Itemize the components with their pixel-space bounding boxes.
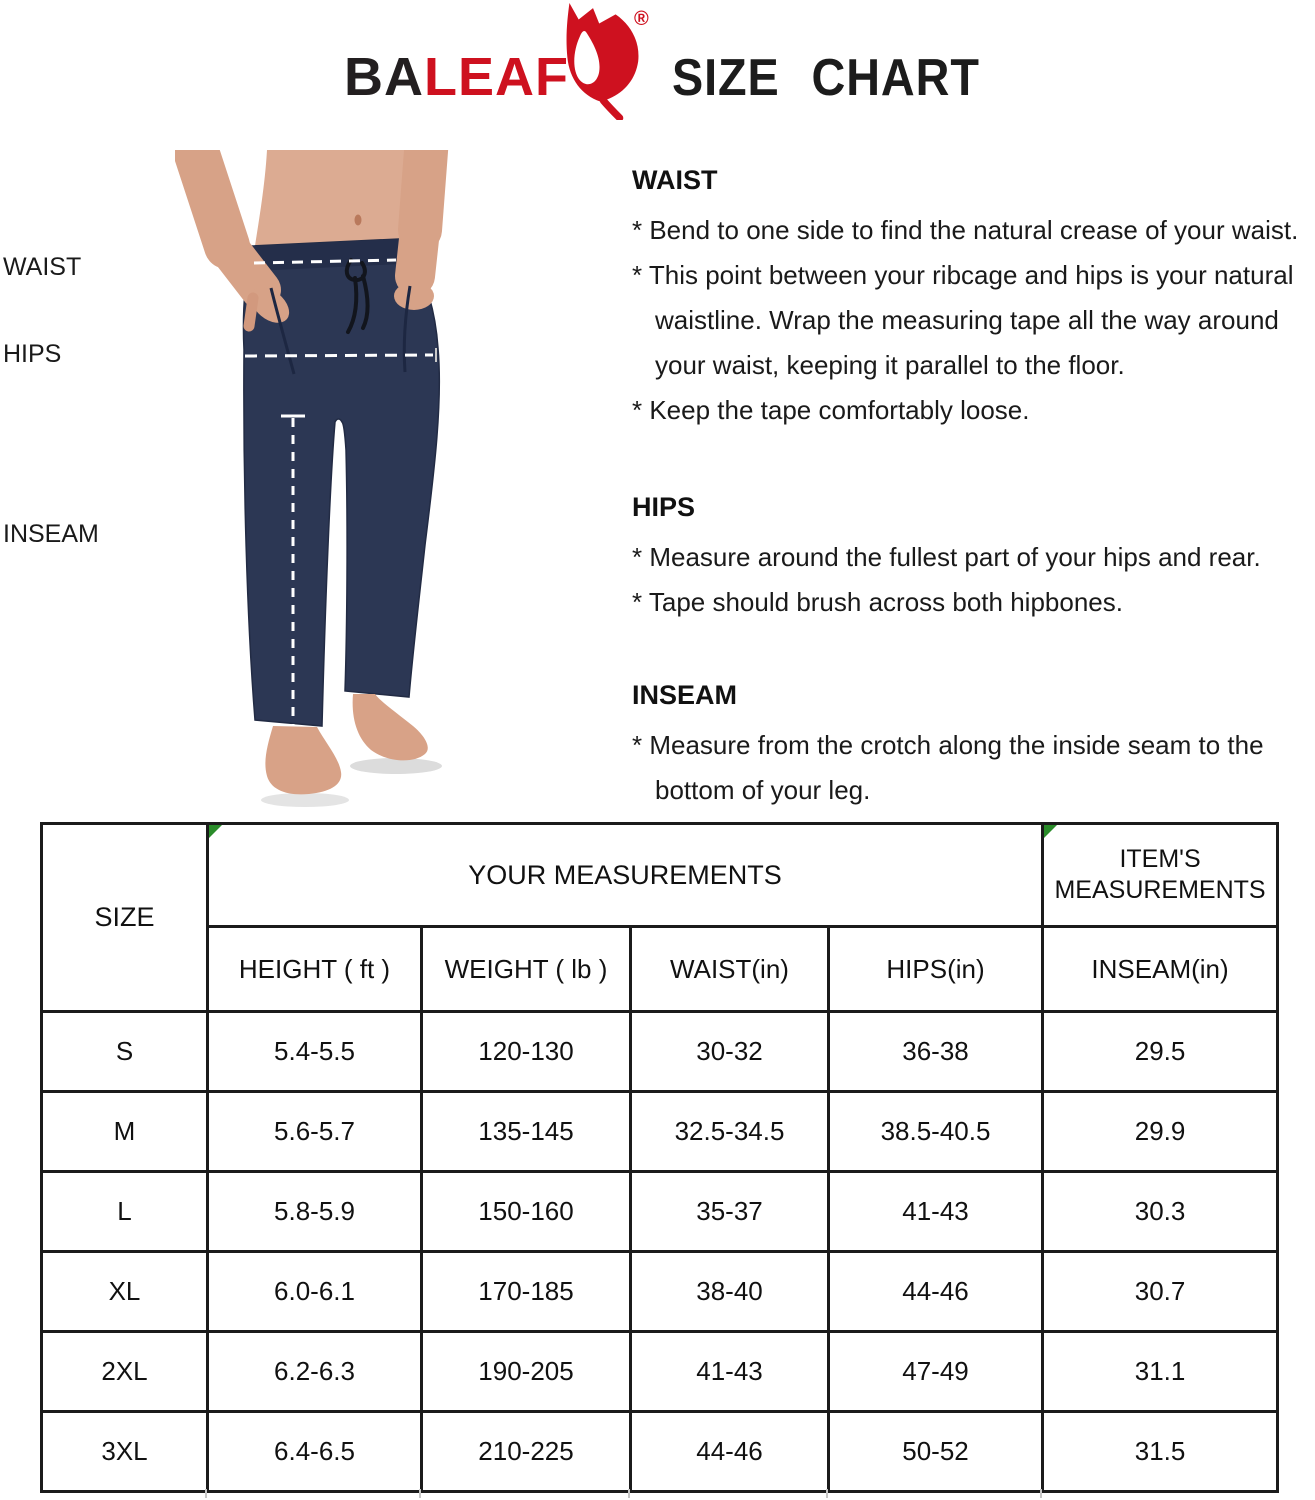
gridline-tick	[628, 1489, 630, 1498]
size-cell: 2XL	[42, 1332, 208, 1412]
hips-cell: 47-49	[829, 1332, 1043, 1412]
gridline-tick	[419, 1489, 421, 1498]
size-cell: S	[42, 1012, 208, 1092]
figure-label-waist: WAIST	[3, 253, 82, 281]
size-cell: 3XL	[42, 1412, 208, 1492]
inseam-cell: 31.1	[1043, 1332, 1278, 1412]
hips-cell: 36-38	[829, 1012, 1043, 1092]
gridline-tick	[826, 1489, 828, 1498]
items-header-line2: MEASUREMENTS	[1054, 876, 1266, 904]
column-header-inseam: INSEAM(in)	[1043, 927, 1278, 1012]
items-header-line1: ITEM'S	[1119, 845, 1201, 873]
cell-flag-icon	[209, 825, 222, 838]
brand-logo-text	[344, 47, 569, 107]
left-hand	[227, 246, 261, 290]
figure-label-hips: HIPS	[3, 340, 62, 368]
gridline-tick	[205, 1489, 207, 1498]
table-header-items-measurements	[1043, 824, 1278, 927]
size-cell: M	[42, 1092, 208, 1172]
waist-cell: 38-40	[631, 1252, 829, 1332]
height-cell: 5.4-5.5	[208, 1012, 422, 1092]
hips-cell: 38.5-40.5	[829, 1092, 1043, 1172]
instruction-section-waist	[632, 164, 1315, 433]
table-row-l	[42, 1172, 1278, 1252]
instruction-line: * Measure from the crotch along the inside seam to the	[632, 730, 1264, 760]
right-hand	[415, 230, 420, 276]
left-thumb	[249, 298, 253, 326]
cell-flag-icon	[1044, 825, 1057, 838]
table-header-size: SIZE	[42, 824, 208, 1012]
weight-cell: 210-225	[422, 1412, 631, 1492]
column-header-waist: WAIST(in)	[631, 927, 829, 1012]
section-heading: INSEAM	[632, 680, 738, 710]
instruction-line: your waist, keeping it parallel to the floor.	[655, 350, 1125, 380]
instruction-line: * This point between your ribcage and hips is your natural	[632, 260, 1294, 290]
right-knuckles	[394, 282, 434, 310]
instruction-line: * Keep the tape comfortably loose.	[632, 395, 1030, 425]
torso	[255, 150, 413, 246]
weight-cell: 170-185	[422, 1252, 631, 1332]
instruction-line: * Measure around the fullest part of your hips and rear.	[632, 542, 1261, 572]
inseam-cell: 29.5	[1043, 1012, 1278, 1092]
waist-cell: 30-32	[631, 1012, 829, 1092]
page-title: SIZE CHART	[672, 49, 980, 107]
weight-cell: 120-130	[422, 1012, 631, 1092]
navel	[355, 215, 362, 226]
measuring-instructions	[632, 164, 1315, 813]
inseam-cell: 31.5	[1043, 1412, 1278, 1492]
section-heading: HIPS	[632, 492, 696, 522]
table-row-s	[42, 1012, 1278, 1092]
weight-cell: 190-205	[422, 1332, 631, 1412]
size-cell: XL	[42, 1252, 208, 1332]
waist-cell: 44-46	[631, 1412, 829, 1492]
registered-trademark-icon: ®	[634, 8, 649, 30]
inseam-cell: 30.3	[1043, 1172, 1278, 1252]
table-row-2xl	[42, 1332, 1278, 1412]
foot-shadow	[261, 793, 349, 807]
height-cell: 6.0-6.1	[208, 1252, 422, 1332]
instruction-line: waistline. Wrap the measuring tape all the way around	[655, 305, 1279, 335]
weight-cell: 150-160	[422, 1172, 631, 1252]
hips-cell: 50-52	[829, 1412, 1043, 1492]
column-header-weight: WEIGHT ( lb )	[422, 927, 631, 1012]
back-foot	[353, 694, 428, 760]
height-cell: 5.6-5.7	[208, 1092, 422, 1172]
table-row-m	[42, 1092, 1278, 1172]
brand-part-black: BA	[344, 47, 424, 107]
height-cell: 5.8-5.9	[208, 1172, 422, 1252]
section-heading: WAIST	[632, 165, 718, 195]
front-foot	[265, 726, 341, 794]
column-header-hips: HIPS(in)	[829, 927, 1043, 1012]
inseam-cell: 30.7	[1043, 1252, 1278, 1332]
baleaf-leaf-icon	[540, 2, 644, 120]
brand-part-red: LEAF	[424, 47, 569, 107]
instruction-line: * Tape should brush across both hipbones.	[632, 587, 1123, 617]
instruction-section-inseam	[632, 679, 1315, 813]
table-row-3xl	[42, 1412, 1278, 1492]
height-cell: 6.2-6.3	[208, 1332, 422, 1412]
table-header-your-measurements	[208, 824, 1043, 927]
hips-cell: 41-43	[829, 1172, 1043, 1252]
height-cell: 6.4-6.5	[208, 1412, 422, 1492]
weight-cell: 135-145	[422, 1092, 631, 1172]
table-row-xl	[42, 1252, 1278, 1332]
column-header-height: HEIGHT ( ft )	[208, 927, 422, 1012]
waist-cell: 41-43	[631, 1332, 829, 1412]
instruction-line: bottom of your leg.	[655, 775, 871, 805]
model-photo-illustration	[175, 150, 635, 815]
waist-cell: 35-37	[631, 1172, 829, 1252]
inseam-cell: 29.9	[1043, 1092, 1278, 1172]
gridline-tick	[1040, 1489, 1042, 1498]
instruction-line: * Bend to one side to find the natural crease of your waist.	[632, 215, 1299, 245]
waist-cell: 32.5-34.5	[631, 1092, 829, 1172]
group-header-label: YOUR MEASUREMENTS	[468, 859, 782, 890]
size-chart-table	[40, 822, 1279, 1493]
figure-label-inseam: INSEAM	[3, 520, 99, 548]
size-cell: L	[42, 1172, 208, 1252]
hips-cell: 44-46	[829, 1252, 1043, 1332]
instruction-section-hips	[632, 491, 1315, 625]
foot-shadow	[350, 758, 442, 774]
